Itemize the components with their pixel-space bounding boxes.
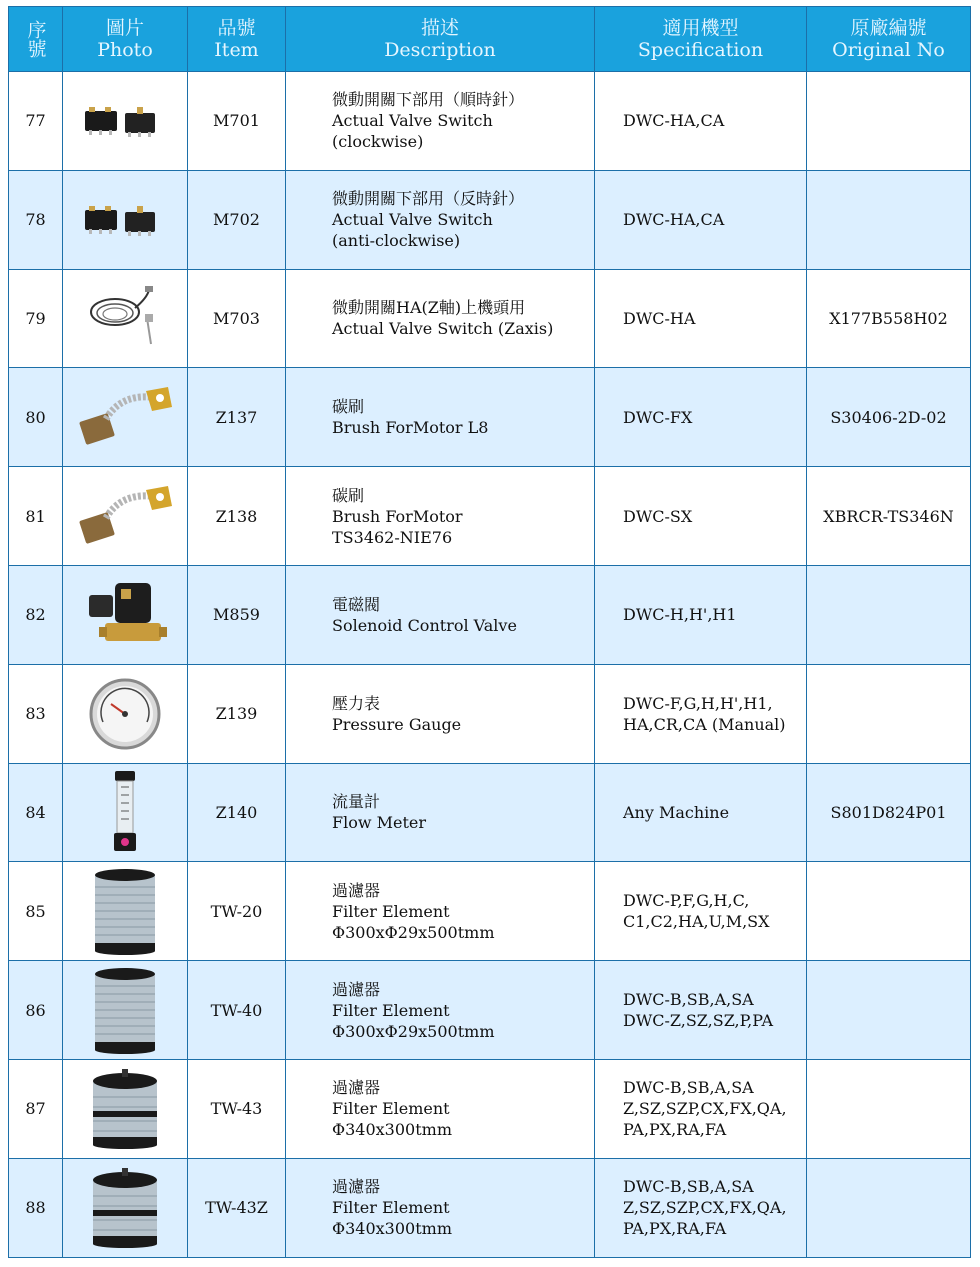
product-photo xyxy=(63,565,188,664)
description-line: Pressure Gauge xyxy=(332,714,462,734)
product-photo xyxy=(63,170,188,269)
original-number: S30406-2D-02 xyxy=(807,368,971,467)
row-number: 77 xyxy=(9,72,63,171)
filter-element-icon xyxy=(85,1166,165,1250)
row-number: 85 xyxy=(9,862,63,961)
specification-line: DWC-B,SB,A,SA xyxy=(623,990,754,1010)
product-photo xyxy=(63,467,188,566)
description-line: Brush ForMotor xyxy=(332,506,463,526)
description-line: Actual Valve Switch xyxy=(332,111,493,131)
original-number xyxy=(807,170,971,269)
description-cell xyxy=(286,72,595,171)
description-line: Filter Element xyxy=(332,1000,450,1020)
table-row xyxy=(9,1059,971,1158)
row-number: 79 xyxy=(9,269,63,368)
item-code: TW-20 xyxy=(188,862,286,961)
specification-cell xyxy=(595,269,807,368)
row-number: 82 xyxy=(9,565,63,664)
parts-table xyxy=(8,6,971,1258)
product-photo xyxy=(63,368,188,467)
table-row xyxy=(9,368,971,467)
item-code: Z137 xyxy=(188,368,286,467)
description-line: Φ300xΦ29x500tmm xyxy=(332,922,495,942)
description-cell xyxy=(286,961,595,1060)
header-item xyxy=(188,7,286,72)
product-photo xyxy=(63,664,188,763)
row-number: 80 xyxy=(9,368,63,467)
row-number: 87 xyxy=(9,1059,63,1158)
carbon-brush-icon xyxy=(70,377,180,457)
header-desc-zh: 描述 xyxy=(420,17,459,39)
item-code: M703 xyxy=(188,269,286,368)
description-line: Brush ForMotor L8 xyxy=(332,418,489,438)
header-item-en: Item xyxy=(214,39,259,61)
description-line: Φ340x300tmm xyxy=(332,1219,452,1239)
header-item-zh: 品號 xyxy=(217,17,256,39)
description-cell xyxy=(286,1059,595,1158)
flow-meter-icon xyxy=(105,769,145,855)
description-line: Actual Valve Switch xyxy=(332,210,493,230)
original-number xyxy=(807,565,971,664)
specification-line: DWC-SX xyxy=(623,506,693,526)
micro-switch-icon xyxy=(75,190,175,250)
specification-line: Any Machine xyxy=(623,802,730,822)
specification-cell xyxy=(595,664,807,763)
description-cell xyxy=(286,467,595,566)
table-row xyxy=(9,862,971,961)
product-photo xyxy=(63,961,188,1060)
specification-line: DWC-P,F,G,H,C, xyxy=(623,891,750,911)
specification-cell xyxy=(595,72,807,171)
specification-line: DWC-HA xyxy=(623,308,696,328)
description-cell xyxy=(286,269,595,368)
description-line: 過濾器 xyxy=(332,1078,381,1098)
description-line: TS3462-NIE76 xyxy=(332,527,453,547)
original-number: X177B558H02 xyxy=(807,269,971,368)
item-code: TW-43 xyxy=(188,1059,286,1158)
header-no-label: 序號 xyxy=(24,20,47,58)
item-code: M702 xyxy=(188,170,286,269)
description-line: 過濾器 xyxy=(332,1177,381,1197)
pressure-gauge-icon xyxy=(85,674,165,754)
header-original-no xyxy=(807,7,971,72)
description-cell xyxy=(286,1158,595,1257)
description-line: Flow Meter xyxy=(332,813,427,833)
cable-switch-icon xyxy=(75,278,175,358)
header-row xyxy=(9,7,971,72)
description-line: 流量計 xyxy=(332,792,381,812)
specification-line: Z,SZ,SZP,CX,FX,QA, xyxy=(623,1198,787,1218)
header-no xyxy=(9,7,63,72)
specification-line: DWC-FX xyxy=(623,407,693,427)
product-photo xyxy=(63,862,188,961)
description-line: 碳刷 xyxy=(332,485,365,505)
product-photo xyxy=(63,1059,188,1158)
description-line: Solenoid Control Valve xyxy=(332,615,517,635)
specification-line: DWC-B,SB,A,SA xyxy=(623,1177,754,1197)
specification-cell xyxy=(595,368,807,467)
row-number: 78 xyxy=(9,170,63,269)
description-line: Φ300xΦ29x500tmm xyxy=(332,1021,495,1041)
product-photo xyxy=(63,1158,188,1257)
specification-cell xyxy=(595,1158,807,1257)
description-line: 微動開關下部用（反時針） xyxy=(332,189,525,209)
original-number: XBRCR-TS346N xyxy=(807,467,971,566)
filter-element-icon xyxy=(85,867,165,955)
description-line: (anti-clockwise) xyxy=(332,231,461,251)
specification-line: Z,SZ,SZP,CX,FX,QA, xyxy=(623,1099,787,1119)
carbon-brush-icon xyxy=(70,476,180,556)
specification-cell xyxy=(595,763,807,862)
header-desc-en: Description xyxy=(384,39,496,61)
row-number: 83 xyxy=(9,664,63,763)
header-orig-zh: 原廠編號 xyxy=(850,17,927,39)
description-cell xyxy=(286,368,595,467)
product-photo xyxy=(63,763,188,862)
description-line: Filter Element xyxy=(332,1198,450,1218)
header-photo xyxy=(63,7,188,72)
description-line: 過濾器 xyxy=(332,979,381,999)
description-line: Filter Element xyxy=(332,1099,450,1119)
product-photo xyxy=(63,269,188,368)
original-number xyxy=(807,961,971,1060)
description-line: Filter Element xyxy=(332,901,450,921)
specification-line: DWC-HA,CA xyxy=(623,210,725,230)
parts-catalog xyxy=(8,6,970,1258)
table-row xyxy=(9,1158,971,1257)
header-description xyxy=(286,7,595,72)
original-number: S801D824P01 xyxy=(807,763,971,862)
specification-line: PA,PX,RA,FA xyxy=(623,1219,727,1239)
description-cell xyxy=(286,170,595,269)
header-photo-zh: 圖片 xyxy=(105,17,144,39)
table-row xyxy=(9,170,971,269)
table-row xyxy=(9,565,971,664)
original-number xyxy=(807,862,971,961)
solenoid-valve-icon xyxy=(75,575,175,655)
table-row xyxy=(9,961,971,1060)
specification-line: DWC-H,H',H1 xyxy=(623,605,737,625)
description-line: 電磁閥 xyxy=(332,594,381,614)
description-line: Φ340x300tmm xyxy=(332,1120,452,1140)
description-line: 碳刷 xyxy=(332,397,365,417)
item-code: M701 xyxy=(188,72,286,171)
filter-element-icon xyxy=(85,966,165,1054)
item-code: TW-43Z xyxy=(188,1158,286,1257)
header-spec-en: Specification xyxy=(637,39,764,61)
micro-switch-icon xyxy=(75,91,175,151)
header-orig-en: Original No xyxy=(832,39,945,61)
table-row xyxy=(9,664,971,763)
specification-cell xyxy=(595,961,807,1060)
table-row xyxy=(9,763,971,862)
specification-line: HA,CR,CA (Manual) xyxy=(623,714,786,734)
description-cell xyxy=(286,763,595,862)
description-cell xyxy=(286,565,595,664)
original-number xyxy=(807,664,971,763)
specification-cell xyxy=(595,467,807,566)
specification-line: PA,PX,RA,FA xyxy=(623,1120,727,1140)
row-number: 81 xyxy=(9,467,63,566)
specification-cell xyxy=(595,1059,807,1158)
description-line: 微動開關下部用（順時針） xyxy=(332,90,525,110)
item-code: M859 xyxy=(188,565,286,664)
item-code: Z139 xyxy=(188,664,286,763)
original-number xyxy=(807,72,971,171)
header-specification xyxy=(595,7,807,72)
header-photo-en: Photo xyxy=(97,39,153,61)
original-number xyxy=(807,1059,971,1158)
original-number xyxy=(807,1158,971,1257)
specification-line: DWC-Z,SZ,SZ,P,PA xyxy=(623,1011,774,1031)
specification-cell xyxy=(595,170,807,269)
specification-line: DWC-HA,CA xyxy=(623,111,725,131)
table-body xyxy=(9,72,971,1258)
item-code: TW-40 xyxy=(188,961,286,1060)
item-code: Z138 xyxy=(188,467,286,566)
specification-line: C1,C2,HA,U,M,SX xyxy=(623,912,770,932)
row-number: 84 xyxy=(9,763,63,862)
row-number: 86 xyxy=(9,961,63,1060)
table-row xyxy=(9,467,971,566)
description-line: (clockwise) xyxy=(332,132,424,152)
product-photo xyxy=(63,72,188,171)
description-line: 壓力表 xyxy=(332,693,381,713)
header-spec-zh: 適用機型 xyxy=(662,17,739,39)
specification-line: DWC-F,G,H,H',H1, xyxy=(623,693,773,713)
specification-cell xyxy=(595,565,807,664)
filter-element-icon xyxy=(85,1067,165,1151)
description-line: 過濾器 xyxy=(332,880,381,900)
specification-cell xyxy=(595,862,807,961)
item-code: Z140 xyxy=(188,763,286,862)
description-cell xyxy=(286,664,595,763)
description-line: Actual Valve Switch (Zaxis) xyxy=(332,319,554,339)
description-cell xyxy=(286,862,595,961)
specification-line: DWC-B,SB,A,SA xyxy=(623,1078,754,1098)
row-number: 88 xyxy=(9,1158,63,1257)
table-row xyxy=(9,269,971,368)
table-row xyxy=(9,72,971,171)
description-line: 微動開關HA(Z軸)上機頭用 xyxy=(332,298,526,318)
